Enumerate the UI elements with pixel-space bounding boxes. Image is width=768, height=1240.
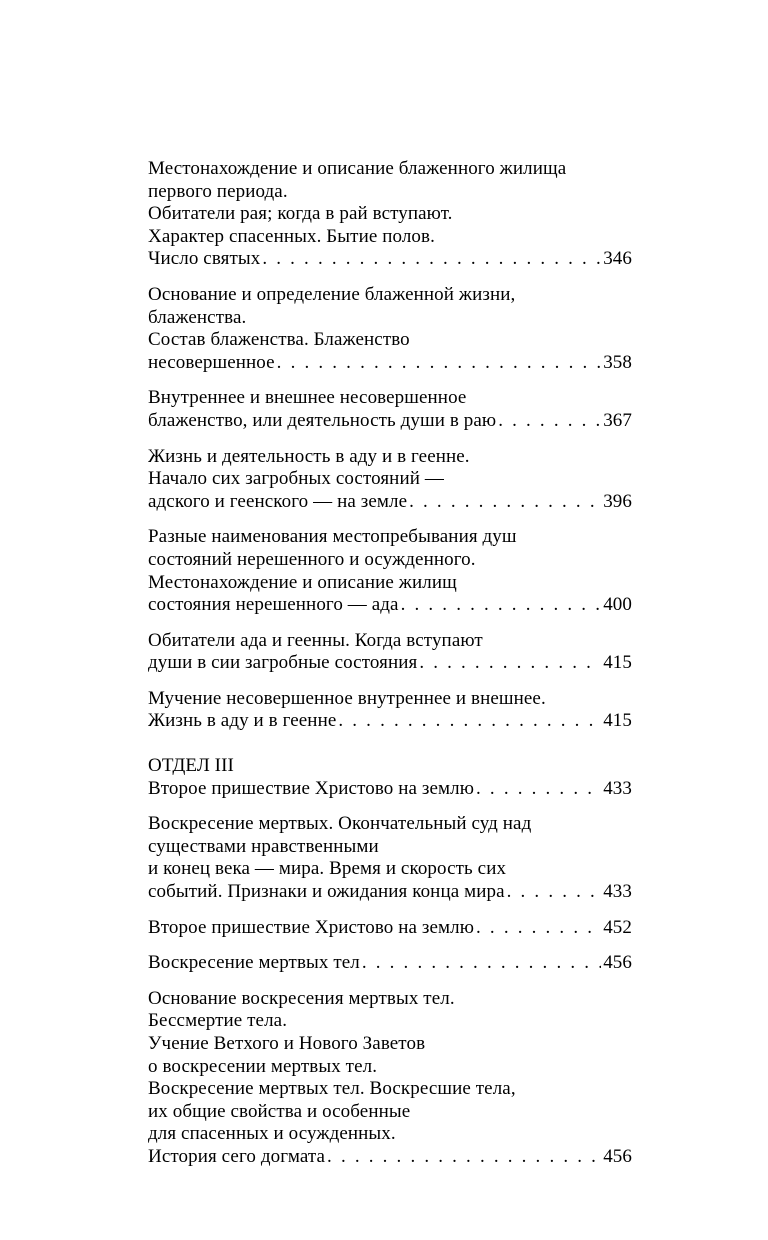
section-title: ОТДЕЛ III xyxy=(148,755,234,777)
toc-entry-line: Учение Ветхого и Нового Заветов xyxy=(148,1033,426,1054)
page-number: 456 xyxy=(603,952,632,974)
toc-entry xyxy=(148,813,632,903)
toc-entry-leader-line xyxy=(148,710,632,733)
table-of-contents xyxy=(148,158,632,1182)
toc-entry-line: Местонахождение и описание блаженного жилища xyxy=(148,158,567,179)
toc-entry-leader-line xyxy=(148,410,632,433)
toc-entry-title: Воскресение мертвых тел xyxy=(148,952,360,974)
toc-entry-line: первого периода. xyxy=(148,180,288,202)
toc-entry-leader-line xyxy=(148,594,632,617)
dot-leader xyxy=(419,652,601,675)
toc-entry-leader-line xyxy=(148,778,632,801)
toc-entry-line: Характер спасенных. Бытие полов. xyxy=(148,225,435,247)
dot-leader xyxy=(362,952,601,975)
toc-entry-title: История сего догмата xyxy=(148,1145,326,1167)
toc-entry-leader-line xyxy=(148,352,632,375)
toc-entry-title: Число святых xyxy=(148,248,261,270)
toc-entry xyxy=(148,778,632,801)
toc-entry-line: Жизнь и деятельность в аду и в геенне. xyxy=(148,445,470,467)
toc-entry-title: Второе пришествие Христово на землю xyxy=(148,777,475,799)
toc-entry-line: Разные наименования местопребывания душ xyxy=(148,526,517,548)
dot-leader xyxy=(338,710,601,733)
dot-leader xyxy=(277,352,602,375)
toc-entry-line: и конец века — мира. Время и скорость сих xyxy=(148,858,507,880)
toc-entry-leader-line xyxy=(148,952,632,975)
toc-entry-line: Бессмертие тела. xyxy=(148,1010,288,1032)
dot-leader xyxy=(476,917,601,940)
toc-entry xyxy=(148,158,632,271)
toc-entry-leader-line xyxy=(148,652,632,675)
page-number: 452 xyxy=(603,916,632,938)
toc-entry-title: адского и геенского — на земле xyxy=(148,490,408,512)
toc-entry xyxy=(148,952,632,975)
toc-entry-leader-line xyxy=(148,491,632,514)
toc-entry-title: Второе пришествие Христово на землю xyxy=(148,916,475,938)
page-number: 433 xyxy=(603,881,632,903)
toc-entry-line: существами нравственными xyxy=(148,835,379,857)
toc-entry-line: Внутреннее и внешнее несовершенное xyxy=(148,387,467,409)
toc-entry xyxy=(148,284,632,374)
toc-entry xyxy=(148,446,632,514)
toc-entry xyxy=(148,630,632,675)
toc-entry xyxy=(148,988,632,1169)
toc-entry-title: души в сии загробные состояния xyxy=(148,652,418,674)
toc-entry xyxy=(148,526,632,616)
toc-entry-line: их общие свойства и особенные xyxy=(148,1100,411,1122)
toc-entry-title: блаженство, или деятельность души в раю xyxy=(148,409,497,431)
page-number: 367 xyxy=(603,409,632,431)
toc-entry-leader-line xyxy=(148,881,632,904)
page-number: 433 xyxy=(603,777,632,799)
toc-entry-title: несовершенное xyxy=(148,351,275,373)
toc-entry-line: Обитатели ада и геенны. Когда вступают xyxy=(148,629,483,651)
dot-leader xyxy=(498,410,601,433)
toc-entry-line: Мучение несовершенное внутреннее и внешнее. xyxy=(148,687,546,709)
page-number: 456 xyxy=(603,1145,632,1167)
toc-entry-line: Основание и определение блаженной жизни, xyxy=(148,283,516,305)
toc-entry xyxy=(148,917,632,940)
toc-entry-leader-line xyxy=(148,248,632,271)
dot-leader xyxy=(327,1146,601,1169)
toc-entry-line: Состав блаженства. Блаженство xyxy=(148,329,410,351)
dot-leader xyxy=(262,248,601,271)
page-number: 415 xyxy=(603,652,632,674)
toc-entry-line: Воскресение мертвых. Окончательный суд над xyxy=(148,813,532,835)
toc-entry-leader-line xyxy=(148,917,632,940)
dot-leader xyxy=(409,491,601,514)
page-number: 415 xyxy=(603,710,632,732)
toc-entry-line: Местонахождение и описание жилищ xyxy=(148,571,457,593)
toc-entry-line: состояний нерешенного и осужденного. xyxy=(148,548,476,570)
toc-entry-line: для спасенных и осужденных. xyxy=(148,1123,396,1145)
page-number: 358 xyxy=(603,351,632,373)
dot-leader xyxy=(507,881,602,904)
toc-entry-title: состояния нерешенного — ада xyxy=(148,594,399,616)
toc-entry-leader-line xyxy=(148,1146,632,1169)
toc-entry-line: блаженства. xyxy=(148,306,247,328)
toc-entry-line: Обитатели рая; когда в рай вступают. xyxy=(148,203,453,225)
toc-entry xyxy=(148,688,632,733)
toc-group-section-3 xyxy=(148,778,632,1169)
toc-entry-line: Воскресение мертвых тел. Воскресшие тела, xyxy=(148,1078,516,1100)
toc-group-section-2 xyxy=(148,158,632,733)
page-number: 400 xyxy=(603,594,632,616)
toc-entry-line: о воскресении мертвых тел. xyxy=(148,1055,378,1077)
toc-entry-line: Основание воскресения мертвых тел. xyxy=(148,987,455,1009)
page-number: 346 xyxy=(603,248,632,270)
toc-entry-line: Начало сих загробных состояний — xyxy=(148,468,444,490)
toc-entry-title: событий. Признаки и ожидания конца мира xyxy=(148,881,505,903)
dot-leader xyxy=(476,778,601,801)
toc-entry xyxy=(148,387,632,432)
dot-leader xyxy=(401,594,602,617)
page-number: 396 xyxy=(603,490,632,512)
toc-entry-title: Жизнь в аду и в геенне xyxy=(148,710,337,732)
